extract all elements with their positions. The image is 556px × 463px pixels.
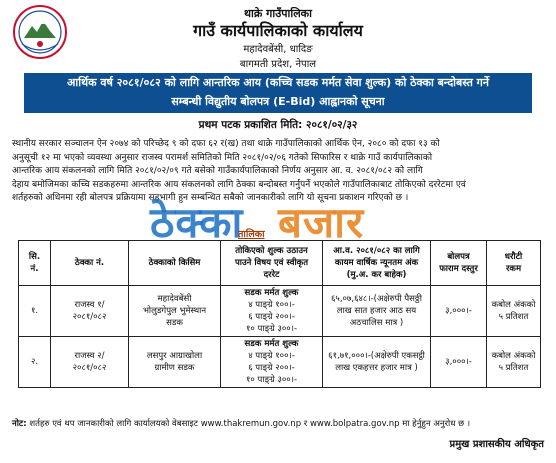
body-line: देहाय बमोजिमका कच्चि सडकहरुमा आन्तरिक आय संकलनको लागि ठेक्का बन्दोबस्त गर्नुपर्ने भएकोले गाउँपालिकाबाट तोकिएको दररेटमा एवं — [12, 179, 466, 190]
col-header-sn: सि. नं. — [19, 241, 51, 286]
body-line: स्थानीय सरकार सञ्चालन ऐन २०७४ को परिच्छेद ९ को दफा ६२ र(ख) तथा थाक्रे गाउँपालिकाको आर्थिक ऐन, २०८० को दफा १३ को — [12, 139, 440, 149]
table-row — [19, 286, 541, 337]
cell-deposit: कबोल अंकको ५ प्रतिशत — [487, 337, 541, 388]
cell-sn: १. — [19, 286, 51, 337]
table-header-row — [19, 241, 541, 286]
col-header-form-fee: बोलपत्र फाराम दस्तुर — [431, 241, 487, 286]
publish-date: प्रथम पटक प्रकाशित मिति: २०८१/०२/३२ — [198, 119, 358, 131]
table-caption: तालिका — [238, 229, 265, 240]
cell-type: लसपुर आग्राखोला ग्रामीण सडक — [129, 337, 221, 388]
cell-deposit: कबोल अंकको ५ प्रतिशत — [487, 286, 541, 337]
watermark-part-2: बजार — [278, 198, 365, 247]
cell-contract-no: राजस्व १/ २०८१/०८२ — [51, 286, 129, 337]
notice-title-line-1: आर्थिक वर्ष २०८१/०८२ को लागि आन्तरिक आय (कच्चि सडक मर्मत सेवा शुल्क) को ठेक्का बन्दोबस्त गर्ने — [67, 76, 489, 89]
cell-contract-no: राजस्व २/ २०८१/०८२ — [51, 337, 129, 388]
cell-min-amount: ६१,७१,०००।-(अक्षेरुपी एकसट्ठी लाख एकहत्तर हजार मात्र ) — [323, 337, 431, 388]
cell-sn: २. — [19, 337, 51, 388]
address-line-2: बागमती प्रदेश, नेपाल — [239, 59, 317, 70]
footer-note — [12, 418, 546, 429]
col-header-fee-rate: तोकिएको शुल्क उठाउन पाउने विषय एवं स्वीकृत दररेट — [221, 241, 323, 286]
signatory-title: प्रमुख प्रशासकीय अधिकृत — [449, 439, 544, 450]
col-header-type: ठेक्काको किसिम — [129, 241, 221, 286]
table-row — [19, 337, 541, 388]
watermark-part-1: ठेक्का — [150, 198, 244, 247]
body-line: शर्तहरुको अधिनमा रही बोलपत्र प्रक्रियामा सहभागी हुन सम्बन्धित सबैको जानकारीको लागि यो सूचना प्रकाशन गरिएको छ । — [12, 193, 409, 204]
note-text: शर्तहरु एवं थप जानकारीको लागि कार्यालयको वेबसाइट www.thakremun.gov.np र www.bolpatra.gov.np मा हेर्नुहुन अनुरोध छ । — [29, 419, 471, 429]
municipality-name: थाक्रे गाउँपालिका — [244, 7, 312, 20]
cell-form-fee: ३,०००।- — [431, 286, 487, 337]
col-header-contract-no: ठेक्का नं. — [51, 241, 129, 286]
cell-fee-rate: सडक मर्मत शुल्क ४ पाङ्ग्रे १००।- ६ पाङ्ग्रे २००।- १० पाङ्ग्रे ३००।- — [221, 337, 323, 388]
body-line: अनुसूची १२ मा भएको व्यवस्था अनुसार राजस्व परामर्श समितिको मिति २०८१/०२/०६ गतेको सिफारिस र थाक्रे गाउँ कार्यपालिकाको — [12, 152, 433, 163]
cell-form-fee: ३,०००।- — [431, 337, 487, 388]
cell-min-amount: ६५,०७,६४८।-(अक्षेरुपी पैसठ्ठी लाख सात हजार आठ सय अठचालिस मात्र ) — [323, 286, 431, 337]
address-line-1: महादेवबेंसी, धादिङ — [243, 44, 313, 55]
note-label: नोट: — [12, 419, 27, 429]
col-header-deposit: धरौटी रकम — [487, 241, 541, 286]
cell-fee-rate: सडक मर्मत शुल्क ४ पाङ्ग्रे १००।- ६ पाङ्ग्रे २००।- १० पाङ्ग्रे ३००।- — [221, 286, 323, 337]
notice-body — [12, 138, 546, 206]
contracts-table — [18, 240, 541, 388]
notice-title-line-2: सम्बन्धी विद्युतीय बोलपत्र (E-Bid) आह्वानको सूचना — [171, 95, 385, 108]
body-line: आन्तरिक आय संकलनको लागि मिति २०८१/०२/०९ गते बसेको गाउँकार्यपालिकाको निर्णय अनुसार आ. व. २०८१/०८२ को लागि — [12, 166, 423, 177]
office-name: गाउँ कार्यपालिकाको कार्यालय — [193, 21, 363, 40]
notice-title-banner — [24, 73, 532, 113]
cell-type: महादेवबेंसी भोलुडगेपुल भुमेस्थान सडक — [129, 286, 221, 337]
col-header-min-amount: आ.व. २०८१/०८२ का लागि कायम वार्षिक न्यूनतम अंक (मु.अ. कर बाहेक) — [323, 241, 431, 286]
